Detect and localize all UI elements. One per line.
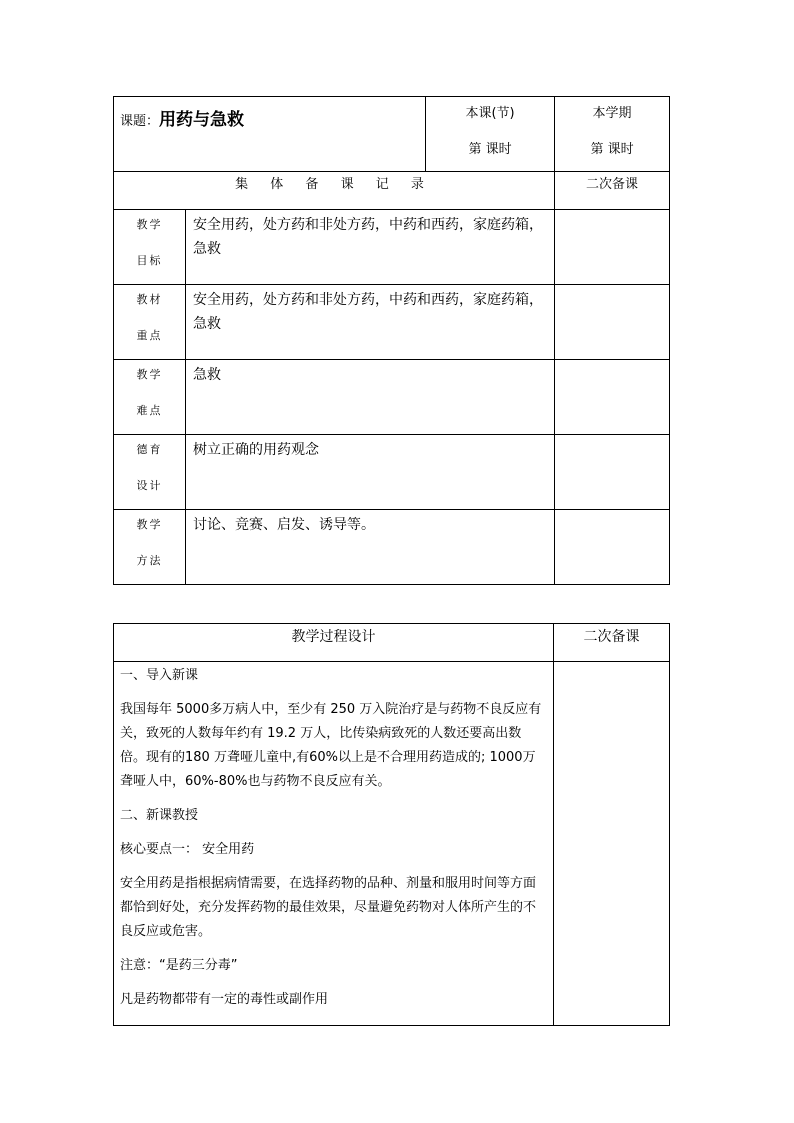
second-prep-cell [555,210,670,285]
lesson-title-cell [114,97,426,172]
semester-line1: 本学期 [592,106,632,121]
process-paragraph: 注意：“是药三分毒” [120,958,238,973]
row-content: 安全用药，处方药和非处方药，中药和西药，家庭药箱，急救 [186,285,555,360]
row-label [114,285,186,360]
row-label-b: 设计 [136,479,163,492]
row-label-a: 教学 [136,368,163,381]
teaching-process-table [113,623,670,1026]
this-lesson-cell [426,97,555,172]
lesson-title: 用药与急救 [159,110,245,130]
row-label-b: 重点 [136,329,163,342]
table-row [114,210,670,285]
table-row [114,360,670,435]
second-prep-cell [555,285,670,360]
row-label-a: 教学 [136,218,163,231]
row-label [114,435,186,510]
row-label-a: 德育 [136,443,163,456]
semester-line2: 第 课时 [590,142,634,157]
row-label [114,360,186,435]
second-prep-header: 二次备课 [555,172,670,210]
table-row [114,510,670,585]
semester-cell [555,97,670,172]
table-row [114,285,670,360]
process-second-prep-header: 二次备课 [554,624,670,662]
row-label [114,210,186,285]
collective-prep-header: 集 体 备 课 记 录 [114,172,555,210]
row-content: 讨论、竞赛、启发、诱导等。 [186,510,555,585]
process-second-prep-cell [554,662,670,1026]
row-label-a: 教材 [136,293,163,306]
lesson-plan-table [113,96,670,585]
process-paragraph: 二、新课教授 [120,808,199,823]
row-label-b: 目标 [136,254,163,267]
this-lesson-line1: 本课(节) [465,106,515,121]
process-paragraph: 一、导入新课 [120,668,199,683]
teaching-process-body [114,662,554,1026]
second-prep-cell [555,510,670,585]
process-paragraph: 凡是药物都带有一定的毒性或副作用 [120,992,329,1007]
this-lesson-line2: 第 课时 [468,142,512,157]
row-label [114,510,186,585]
process-paragraph: 安全用药是指根据病情需要，在选择药物的品种、剂量和服用时间等方面都恰到好处，充分发挥药物的最佳效果，尽量避免药物对人体所产生的不良反应或危害。 [120,876,537,939]
lesson-title-label: 课题： [120,114,160,129]
second-prep-cell [555,360,670,435]
row-label-a: 教学 [136,518,163,531]
row-content: 急救 [186,360,555,435]
process-paragraph: 核心要点一： 安全用药 [120,842,255,857]
teaching-process-header: 教学过程设计 [114,624,554,662]
row-label-b: 方法 [136,554,163,567]
process-paragraph: 我国每年 5000多万病人中，至少有 250 万入院治疗是与药物不良反应有关，致死的人数每年约有 19.2 万人，比传染病致死的人数还要高出数倍。现有的180 万聋哑儿童中,有60%以上是不合理用药造成的; 1000万聋哑人中，60%-80%也与药物不良反应有关。 [120,702,542,789]
row-content: 安全用药，处方药和非处方药，中药和西药，家庭药箱，急救 [186,210,555,285]
table-row [114,435,670,510]
row-content: 树立正确的用药观念 [186,435,555,510]
second-prep-cell [555,435,670,510]
row-label-b: 难点 [136,404,163,417]
